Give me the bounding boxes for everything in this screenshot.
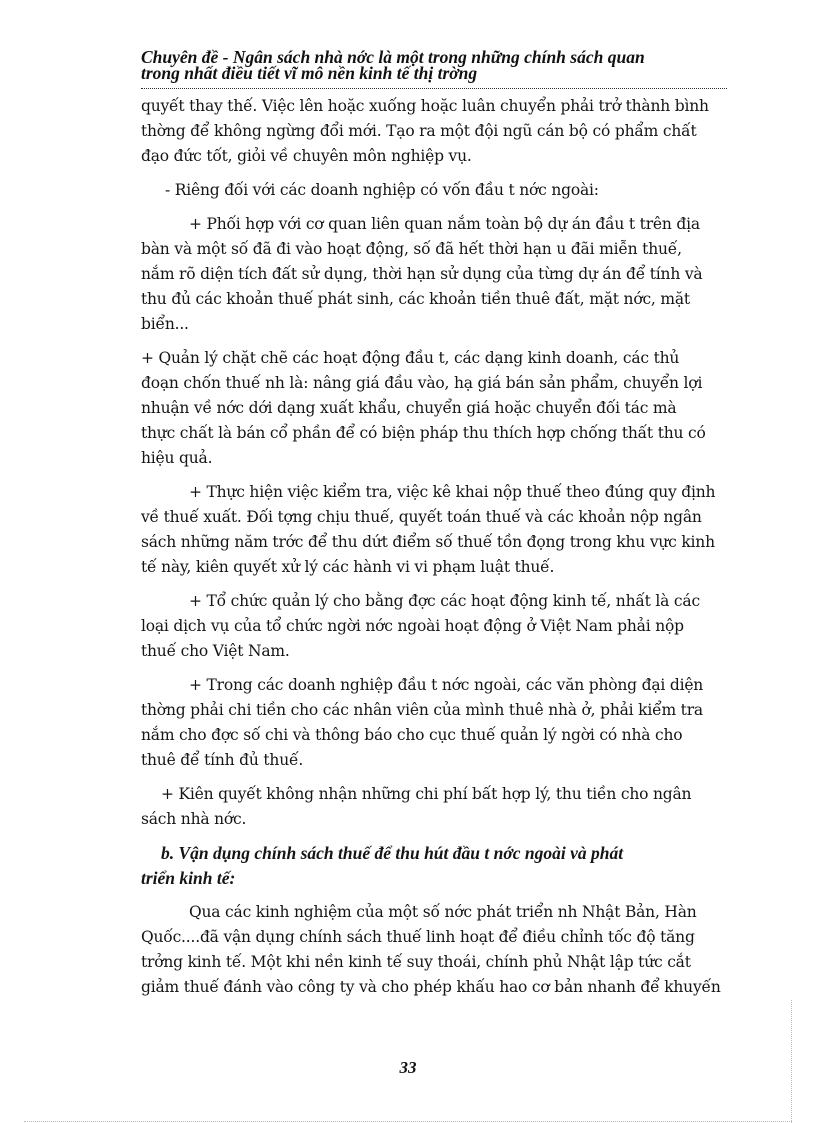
text-line: + Phối hợp với cơ quan liên quan nắm toàn bộ dự án đầu t trên địa bbox=[189, 215, 700, 233]
text-line: quyết thay thế. Việc lên hoặc xuống hoặc luân chuyển phải trở thành bình bbox=[141, 97, 709, 115]
text-line: giảm thuế đánh vào công ty và cho phép khấu hao cơ bản nhanh để khuyến bbox=[141, 978, 721, 996]
text-line: đoạn chốn thuế nh là: nâng giá đầu vào, hạ giá bán sản phẩm, chuyển lợi bbox=[141, 374, 703, 392]
text-line: thu đủ các khoản thuế phát sinh, các khoản tiền thuê đất, mặt nớc, mặt bbox=[141, 290, 690, 308]
paragraph-1 bbox=[141, 94, 724, 169]
text-line: về thuế xuất. Đối tợng chịu thuế, quyết toán thuế và các khoản nộp ngân bbox=[141, 508, 702, 526]
paragraph-2 bbox=[141, 178, 724, 203]
text-line: Quốc....đã vận dụng chính sách thuế linh hoạt để điều chỉnh tốc độ tăng bbox=[141, 928, 695, 946]
section-heading bbox=[141, 841, 724, 891]
text-line: nắm cho đợc số chi và thông báo cho cục thuế quản lý ngời có nhà cho bbox=[141, 726, 683, 744]
text-line: + Trong các doanh nghiệp đầu t nớc ngoài, các văn phòng đại diện bbox=[189, 676, 704, 694]
text-line: sách nhà nớc. bbox=[141, 810, 247, 828]
text-line: nhuận về nớc dới dạng xuất khẩu, chuyển giá hoặc chuyển đối tác mà bbox=[141, 399, 677, 417]
text-line: + Quản lý chặt chẽ các hoạt động đầu t, các dạng kinh doanh, các thủ bbox=[141, 349, 680, 367]
header-divider bbox=[141, 88, 727, 89]
closing-paragraph bbox=[141, 900, 724, 1000]
text-line: bàn và một số đã đi vào hoạt động, số đã hết thời hạn u đãi miễn thuế, bbox=[141, 240, 682, 258]
text-line: + Kiên quyết không nhận những chi phí bất hợp lý, thu tiền cho ngân bbox=[161, 785, 692, 803]
text-line: sách những năm trớc để thu dứt điểm số thuế tồn đọng trong khu vực kinh bbox=[141, 533, 715, 551]
header-line-2: trong nhất điều tiết vĩ mô nền kinh tế thị trờng bbox=[141, 63, 478, 83]
text-line: thờng để không ngừng đổi mới. Tạo ra một đội ngũ cán bộ có phẩm chất bbox=[141, 122, 697, 140]
section-heading-line-1: b. Vận dụng chính sách thuế để thu hút đầu t nớc ngoài và phát bbox=[161, 843, 624, 863]
section-heading-line-2: triển kinh tế: bbox=[141, 868, 236, 888]
paragraph-3 bbox=[141, 212, 724, 337]
text-line: thực chất là bán cổ phần để có biện pháp thu thích hợp chống thất thu có bbox=[141, 424, 706, 442]
body-text bbox=[141, 94, 724, 1000]
text-line: hiệu quả. bbox=[141, 449, 213, 467]
paragraph-4 bbox=[141, 346, 724, 471]
text-line: biển... bbox=[141, 315, 189, 333]
paragraph-7 bbox=[141, 673, 724, 773]
text-line: loại dịch vụ của tổ chức ngời nớc ngoài hoạt động ở Việt Nam phải nộp bbox=[141, 617, 684, 635]
page-right-border bbox=[791, 1000, 792, 1123]
text-line: - Riêng đối với các doanh nghiệp có vốn đầu t nớc ngoài: bbox=[165, 181, 599, 199]
text-line: thuế cho Việt Nam. bbox=[141, 642, 290, 660]
text-line: đạo đức tốt, giỏi về chuyên môn nghiệp vụ. bbox=[141, 147, 472, 165]
page-number: 33 bbox=[399, 1058, 417, 1077]
page-bottom-border bbox=[24, 1121, 792, 1122]
running-header bbox=[141, 49, 726, 81]
text-line: nắm rõ diện tích đất sử dụng, thời hạn sử dụng của từng dự án để tính và bbox=[141, 265, 703, 283]
paragraph-5 bbox=[141, 480, 724, 580]
text-line: tế này, kiên quyết xử lý các hành vi vi phạm luật thuế. bbox=[141, 558, 555, 576]
paragraph-8 bbox=[141, 782, 724, 832]
header-line-1: Chuyên đề - Ngân sách nhà nớc là một trong những chính sách quan bbox=[141, 47, 645, 67]
text-line: trởng kinh tế. Một khi nền kinh tế suy thoái, chính phủ Nhật lập tức cắt bbox=[141, 953, 691, 971]
text-line: thuê để tính đủ thuế. bbox=[141, 751, 304, 769]
text-line: Qua các kinh nghiệm của một số nớc phát triển nh Nhật Bản, Hàn bbox=[189, 903, 697, 921]
paragraph-6 bbox=[141, 589, 724, 664]
text-line: thờng phải chi tiền cho các nhân viên của mình thuê nhà ở, phải kiểm tra bbox=[141, 701, 703, 719]
text-line: + Thực hiện việc kiểm tra, việc kê khai nộp thuế theo đúng quy định bbox=[189, 483, 716, 501]
text-line: + Tổ chức quản lý cho bằng đợc các hoạt động kinh tế, nhất là các bbox=[189, 592, 700, 610]
